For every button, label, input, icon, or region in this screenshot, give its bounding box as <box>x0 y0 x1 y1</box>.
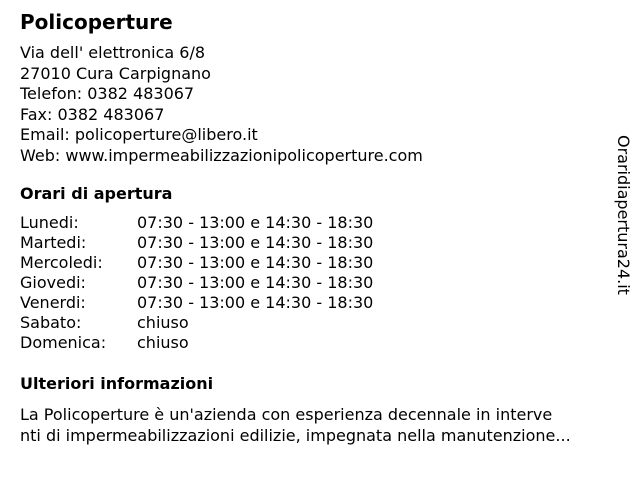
business-name: Policoperture <box>20 10 173 34</box>
time-value: chiuso <box>137 313 189 332</box>
opening-hours-table <box>20 213 440 353</box>
day-label: Martedi: <box>20 233 87 252</box>
description-line: La Policoperture è un'azienda con esperienza decennale in interve <box>20 405 553 424</box>
email-address: Email: policoperture@libero.it <box>20 125 258 144</box>
time-value: 07:30 - 13:00 e 14:30 - 18:30 <box>137 253 374 272</box>
contact-block <box>20 43 423 166</box>
website-address: Web: www.impermeabilizzazionipolicoperture.com <box>20 145 423 165</box>
day-label: Domenica: <box>20 333 107 352</box>
hours-row-monday <box>20 213 440 233</box>
hours-row-tuesday <box>20 233 440 253</box>
time-value: 07:30 - 13:00 e 14:30 - 18:30 <box>137 293 374 312</box>
hours-row-thursday <box>20 273 440 293</box>
business-description <box>20 404 620 446</box>
hours-row-saturday <box>20 313 440 333</box>
fax-number: Fax: 0382 483067 <box>20 104 165 124</box>
phone-number: Telefon: 0382 483067 <box>20 84 195 103</box>
opening-hours-heading: Orari di apertura <box>20 184 173 203</box>
vertical-brand-watermark <box>612 135 636 310</box>
more-info-heading: Ulteriori informazioni <box>20 374 214 393</box>
day-label: Venerdi: <box>20 293 86 312</box>
description-line: nti di impermeabilizzazioni edilizie, impegnata nella manutenzione... <box>20 426 571 445</box>
time-value: 07:30 - 13:00 e 14:30 - 18:30 <box>137 233 374 252</box>
street-address: Via dell' elettronica 6/8 <box>20 43 206 62</box>
hours-row-wednesday <box>20 253 440 273</box>
brand-text: Oraridiapertura24.it <box>614 135 633 295</box>
day-label: Sabato: <box>20 313 82 332</box>
hours-row-sunday <box>20 333 440 353</box>
day-label: Lunedi: <box>20 213 79 232</box>
day-label: Mercoledi: <box>20 253 103 272</box>
hours-row-friday <box>20 293 440 313</box>
day-label: Giovedi: <box>20 273 86 292</box>
city-address: 27010 Cura Carpignano <box>20 63 211 83</box>
time-value: 07:30 - 13:00 e 14:30 - 18:30 <box>137 213 374 232</box>
time-value: chiuso <box>137 333 189 352</box>
time-value: 07:30 - 13:00 e 14:30 - 18:30 <box>137 273 374 292</box>
